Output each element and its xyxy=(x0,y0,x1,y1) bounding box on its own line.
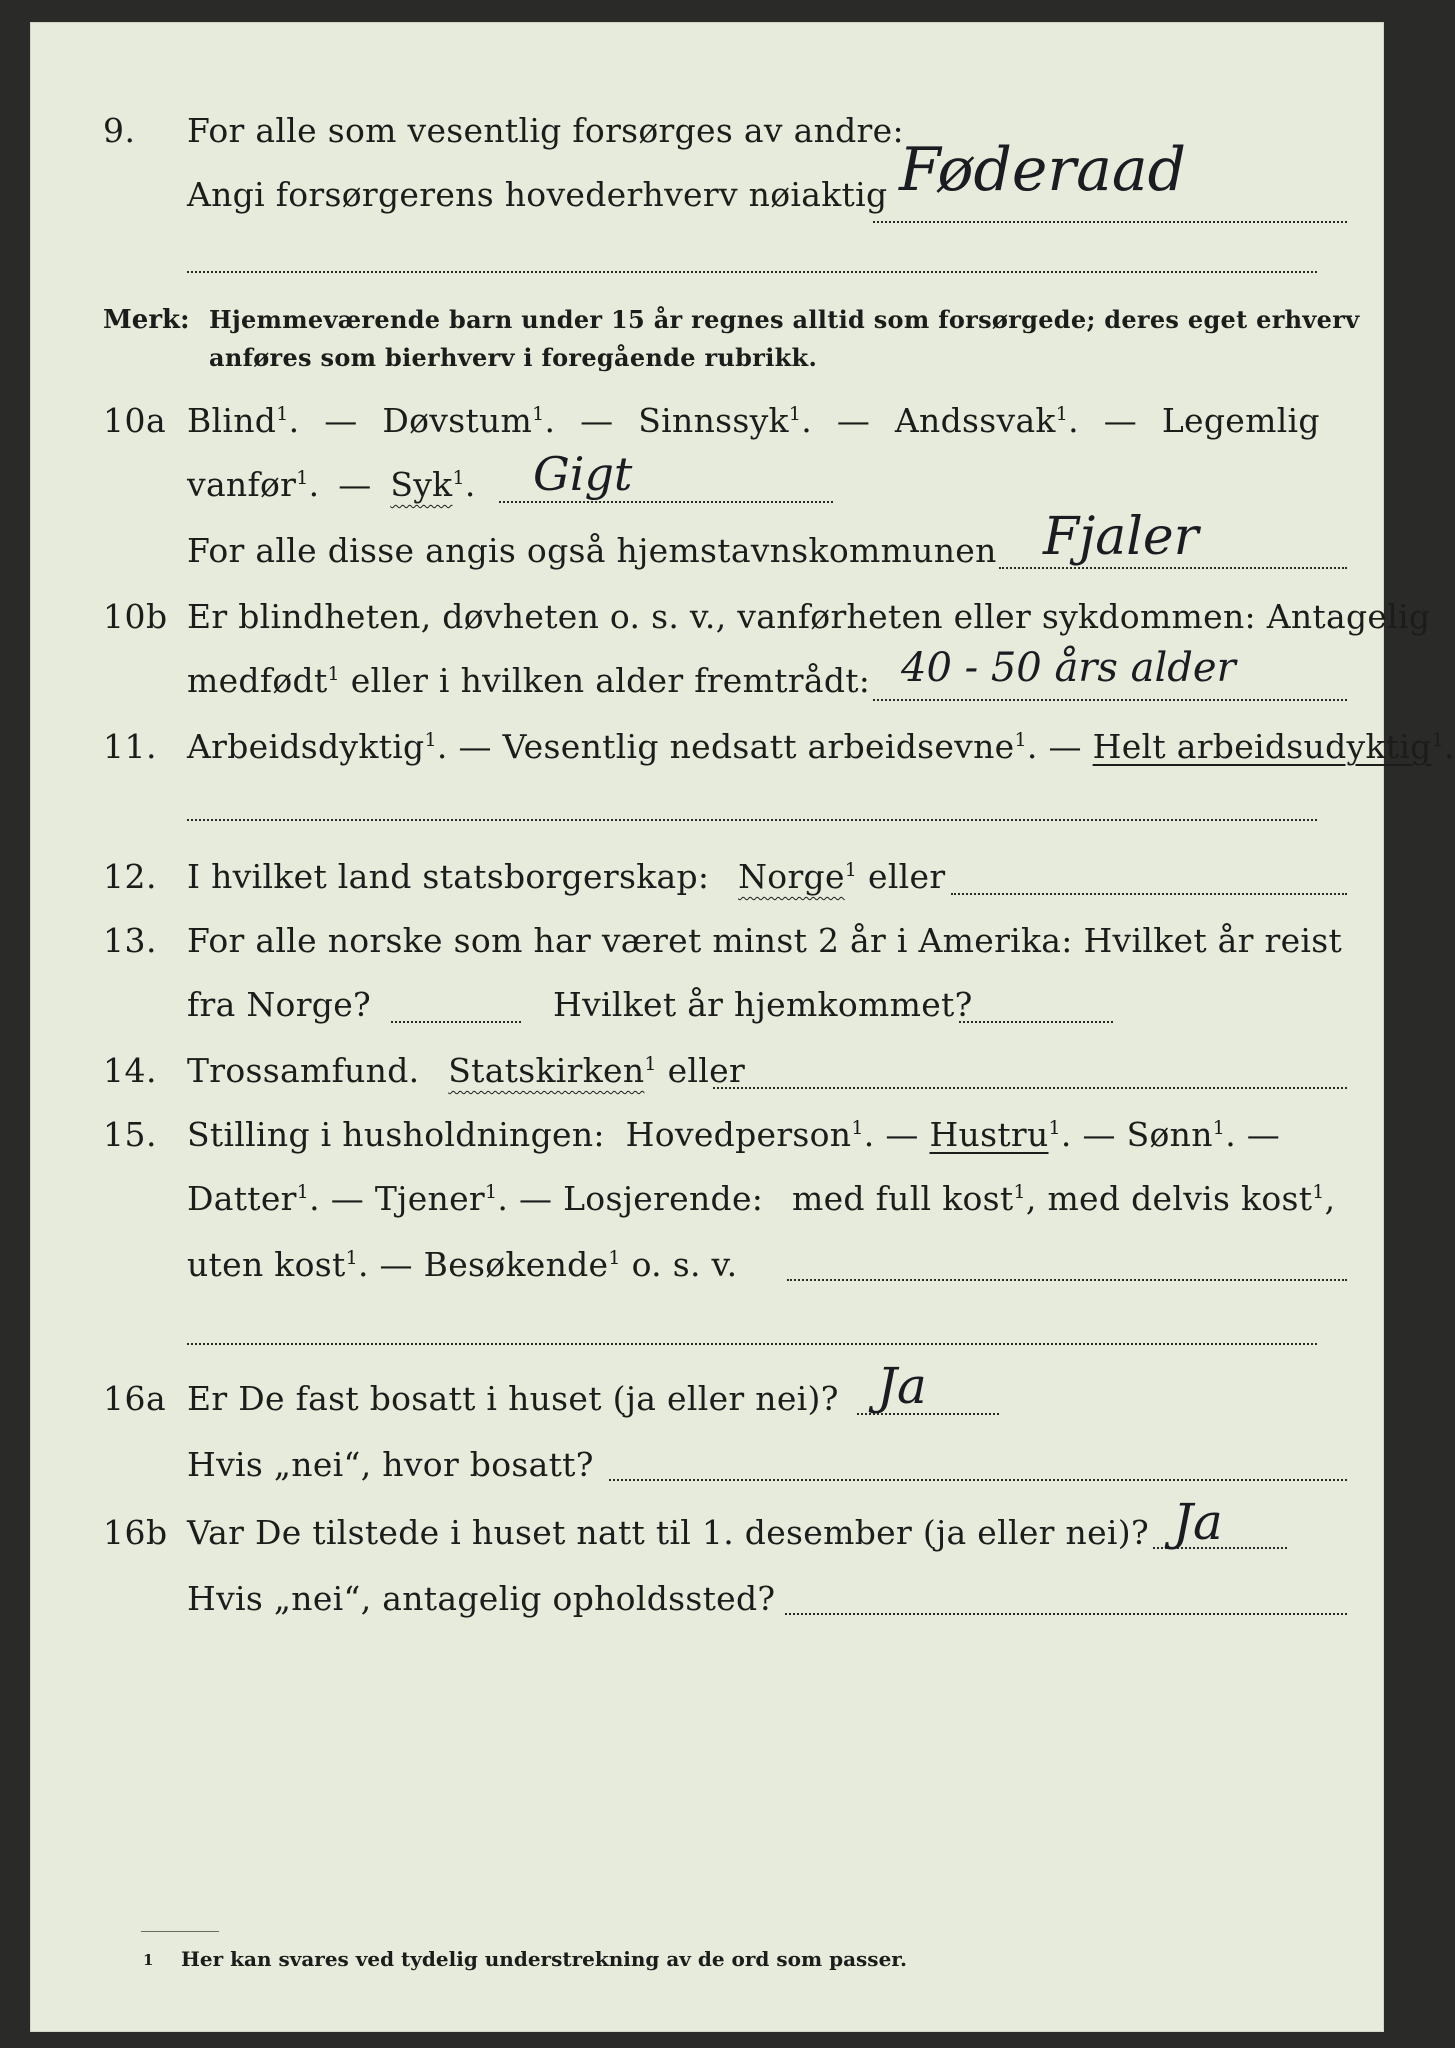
q10a-number: 10a xyxy=(103,401,167,440)
kommune-answer-line xyxy=(999,567,1347,569)
q10b-line2: medfødt$^1$ eller i hvilken alder fremtrådt: xyxy=(187,661,871,700)
hvor-bosatt-line xyxy=(609,1479,1347,1481)
q10b-answer-line xyxy=(873,699,1347,701)
uten-kost-option: uten kost xyxy=(187,1245,346,1284)
kommune-handwritten-answer: Fjaler xyxy=(1043,507,1199,567)
arbeidsdyktig-option: Arbeidsdyktig xyxy=(187,727,425,766)
q14-line: Trossamfund. Statskirken$^1$ eller xyxy=(187,1051,746,1090)
helt-arbeidsudyktig-option: Helt arbeidsudyktig xyxy=(1092,727,1432,766)
legemlig-option: Legemlig xyxy=(1161,401,1320,440)
syk-option: Syk xyxy=(390,465,453,504)
datter-option: Datter xyxy=(187,1179,297,1218)
syk-answer-line xyxy=(499,501,833,503)
q13-line2: fra Norge? xyxy=(187,985,372,1024)
merk-label: Merk: xyxy=(103,305,190,335)
andssvak-option: Andssvak xyxy=(894,401,1056,440)
merk-line1: Hjemmeværende barn under 15 år regnes alltid som forsørgede; deres eget erhverv xyxy=(209,305,1360,334)
q16b-line1: Var De tilstede i huset natt til 1. desember (ja eller nei)? xyxy=(187,1513,1149,1552)
syk-handwritten-answer: Gigt xyxy=(533,447,633,501)
q14-number: 14. xyxy=(103,1051,157,1090)
sonn-option: Sønn xyxy=(1126,1115,1213,1154)
q13-line1: For alle norske som har været minst 2 år i Amerika: Hvilket år reist xyxy=(187,921,1343,960)
hjemkommet-line xyxy=(959,1021,1113,1023)
hustru-option: Hustru xyxy=(929,1115,1049,1154)
q15-line2: Datter$^1$. — Tjener$^1$. — Losjerende: med full kost$^1$, med delvis kost$^1$, xyxy=(187,1179,1336,1218)
footnote-text: Her kan svares ved tydelig understrekning av de ord som passer. xyxy=(181,1947,907,1971)
medfodt-option: medfødt xyxy=(187,661,328,700)
footnote-marker: 1 xyxy=(143,1951,154,1969)
vesentlig-option: Vesentlig nedsatt arbeidsevne xyxy=(502,727,1015,766)
q10b-line1: Er blindheten, døvheten o. s. v., vanførheten eller sykdommen: Antagelig xyxy=(187,597,1431,636)
q16a-handwritten-answer: Ja xyxy=(877,1357,927,1415)
q15-line1: Stilling i husholdningen: Hovedperson$^1$. — Hustru$^1$. — Sønn$^1$. — xyxy=(187,1115,1281,1154)
hovedperson-option: Hovedperson xyxy=(625,1115,852,1154)
q16b-number: 16b xyxy=(103,1513,168,1552)
delvis-kost-option: med delvis kost xyxy=(1047,1179,1313,1218)
dovstum-option: Døvstum xyxy=(382,401,533,440)
statskirken-option: Statskirken xyxy=(448,1051,645,1090)
norge-option: Norge xyxy=(738,857,845,896)
separator-rule-1 xyxy=(187,271,1317,273)
q15-number: 15. xyxy=(103,1115,157,1154)
q9-line2: Angi forsørgerens hovederhverv nøiaktig xyxy=(187,175,888,214)
fra-norge-line xyxy=(391,1021,521,1023)
q16a-line2: Hvis „nei“, hvor bosatt? xyxy=(187,1445,594,1484)
tjener-option: Tjener xyxy=(374,1179,485,1218)
full-kost-option: med full kost xyxy=(792,1179,1014,1218)
q16b-line2: Hvis „nei“, antagelig opholdssted? xyxy=(187,1579,776,1618)
q16a-number: 16a xyxy=(103,1379,167,1418)
footnote-rule xyxy=(141,1931,219,1932)
opholdssted-line xyxy=(785,1613,1347,1615)
q9-number: 9. xyxy=(103,111,136,150)
q9-answer-line xyxy=(873,221,1347,223)
q12-answer-line xyxy=(951,893,1347,895)
blind-option: Blind xyxy=(187,401,277,440)
q10a-line1: Blind$^1$. — Døvstum$^1$. — Sinnssyk$^1$. — Andssvak$^1$. — Legemlig xyxy=(187,401,1320,440)
sinnssyk-option: Sinnssyk xyxy=(638,401,789,440)
q10a-line3: For alle disse angis også hjemstavnskommunen xyxy=(187,531,997,570)
q13-number: 13. xyxy=(103,921,157,960)
vanfor-option: vanfør xyxy=(187,465,297,504)
separator-rule-2 xyxy=(187,819,1317,821)
q10a-line2: vanfør$^1$. — Syk$^1$. xyxy=(187,465,476,504)
q12-line: I hvilket land statsborgerskap: Norge$^1$ eller xyxy=(187,857,946,896)
q10b-number: 10b xyxy=(103,597,168,636)
besokende-option: Besøkende xyxy=(423,1245,609,1284)
q15-line3: uten kost$^1$. — Besøkende$^1$ o. s. v. xyxy=(187,1245,738,1284)
q13-hjemkommet: Hvilket år hjemkommet? xyxy=(553,985,973,1024)
merk-line2: anføres som bierhverv i foregående rubrikk. xyxy=(209,343,818,372)
q11-line: Arbeidsdyktig$^1$. — Vesentlig nedsatt arbeidsevne$^1$. — Helt arbeidsudyktig$^1$. xyxy=(187,727,1455,766)
q10b-handwritten-answer: 40 - 50 års alder xyxy=(901,645,1236,691)
q11-number: 11. xyxy=(103,727,157,766)
census-form-page xyxy=(30,22,1455,2032)
q9-line1: For alle som vesentlig forsørges av andre: xyxy=(187,111,904,150)
q15-answer-line xyxy=(787,1279,1347,1281)
q16a-line1: Er De fast bosatt i huset (ja eller nei)? xyxy=(187,1379,839,1418)
q9-handwritten-answer: Føderaad xyxy=(899,135,1187,205)
q12-number: 12. xyxy=(103,857,157,896)
q16b-handwritten-answer: Ja xyxy=(1173,1493,1223,1551)
q14-answer-line xyxy=(713,1087,1347,1089)
separator-rule-3 xyxy=(187,1343,1317,1345)
